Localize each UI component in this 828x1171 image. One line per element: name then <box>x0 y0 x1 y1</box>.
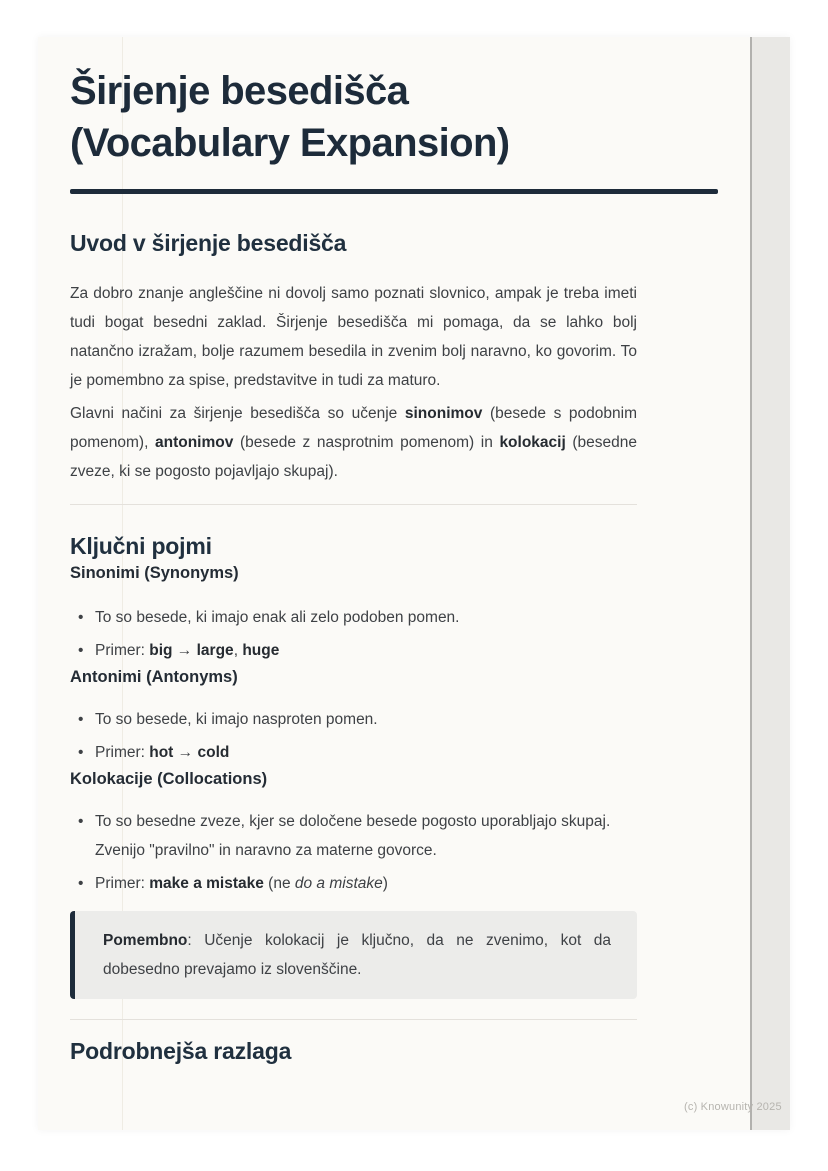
page-title <box>70 65 718 169</box>
section-heading-intro: Uvod v širjenje besedišča <box>70 230 347 256</box>
watermark: (c) Knowunity 2025 <box>684 1101 782 1113</box>
section-divider-2 <box>70 1019 637 1020</box>
subheading-collocations: Kolokacije (Collocations) <box>70 770 268 788</box>
note-page <box>38 37 790 1130</box>
bullet-text: To so besedne zveze, kjer se določene besede pogosto uporabljajo skupaj. Zvenijo "pravilno" in naravno za materne govorce. <box>95 813 611 859</box>
important-callout <box>70 911 637 999</box>
list-item <box>70 603 637 632</box>
subheading-synonyms: Sinonimi (Synonyms) <box>70 564 239 582</box>
list-item <box>70 869 637 898</box>
intro-paragraph-2: Glavni načini za širjenje besedišča so učenje sinonimov (besede s podobnim pomenom), antonimov (besede z nasprotnim pomenom) in kolokacij (besedne zveze, ki se pogosto pojavljajo skupaj). <box>70 405 637 480</box>
subheading-antonyms: Antonimi (Antonyms) <box>70 668 238 686</box>
callout-text: Pomembno: Učenje kolokacij je ključno, da ne zvenimo, kot da dobesedno prevajamo iz slovenščine. <box>103 932 611 978</box>
synonyms-bullet-list <box>70 603 637 665</box>
bullet-text: To so besede, ki imajo enak ali zelo podoben pomen. <box>95 609 460 626</box>
bullet-text: Primer: hot → cold <box>95 744 230 761</box>
section-heading-key-terms: Ključni pojmi <box>70 533 212 559</box>
bullet-text: Primer: make a mistake (ne do a mistake) <box>95 875 388 892</box>
bullet-text: To so besede, ki imajo nasproten pomen. <box>95 711 378 728</box>
bullet-text: Primer: big → large, huge <box>95 642 280 659</box>
intro-paragraph-1: Za dobro znanje angleščine ni dovolj samo poznati slovnico, ampak je treba imeti tudi bogat besedni zaklad. Širjenje besedišča mi pomaga, da se lahko bolj natančno izražam, bolje razumem besedila in zvenim bolj naravno, ko govorim. To je pomembno za spise, predstavitve in tudi za maturo. <box>70 285 637 389</box>
section-heading-detailed: Podrobnejša razlaga <box>70 1038 292 1064</box>
page-edge-strip <box>750 37 790 1130</box>
page-title-line-1: Širjenje besedišča <box>70 69 409 113</box>
title-divider-rule <box>70 189 718 194</box>
body-column <box>70 228 637 1066</box>
list-item <box>70 705 637 734</box>
collocations-bullet-list <box>70 807 637 898</box>
section-divider-1 <box>70 504 637 505</box>
page-title-line-2: (Vocabulary Expansion) <box>70 121 510 165</box>
list-item <box>70 636 637 665</box>
antonyms-bullet-list <box>70 705 637 767</box>
list-item <box>70 807 637 865</box>
list-item <box>70 738 637 767</box>
page-content <box>38 37 718 1066</box>
